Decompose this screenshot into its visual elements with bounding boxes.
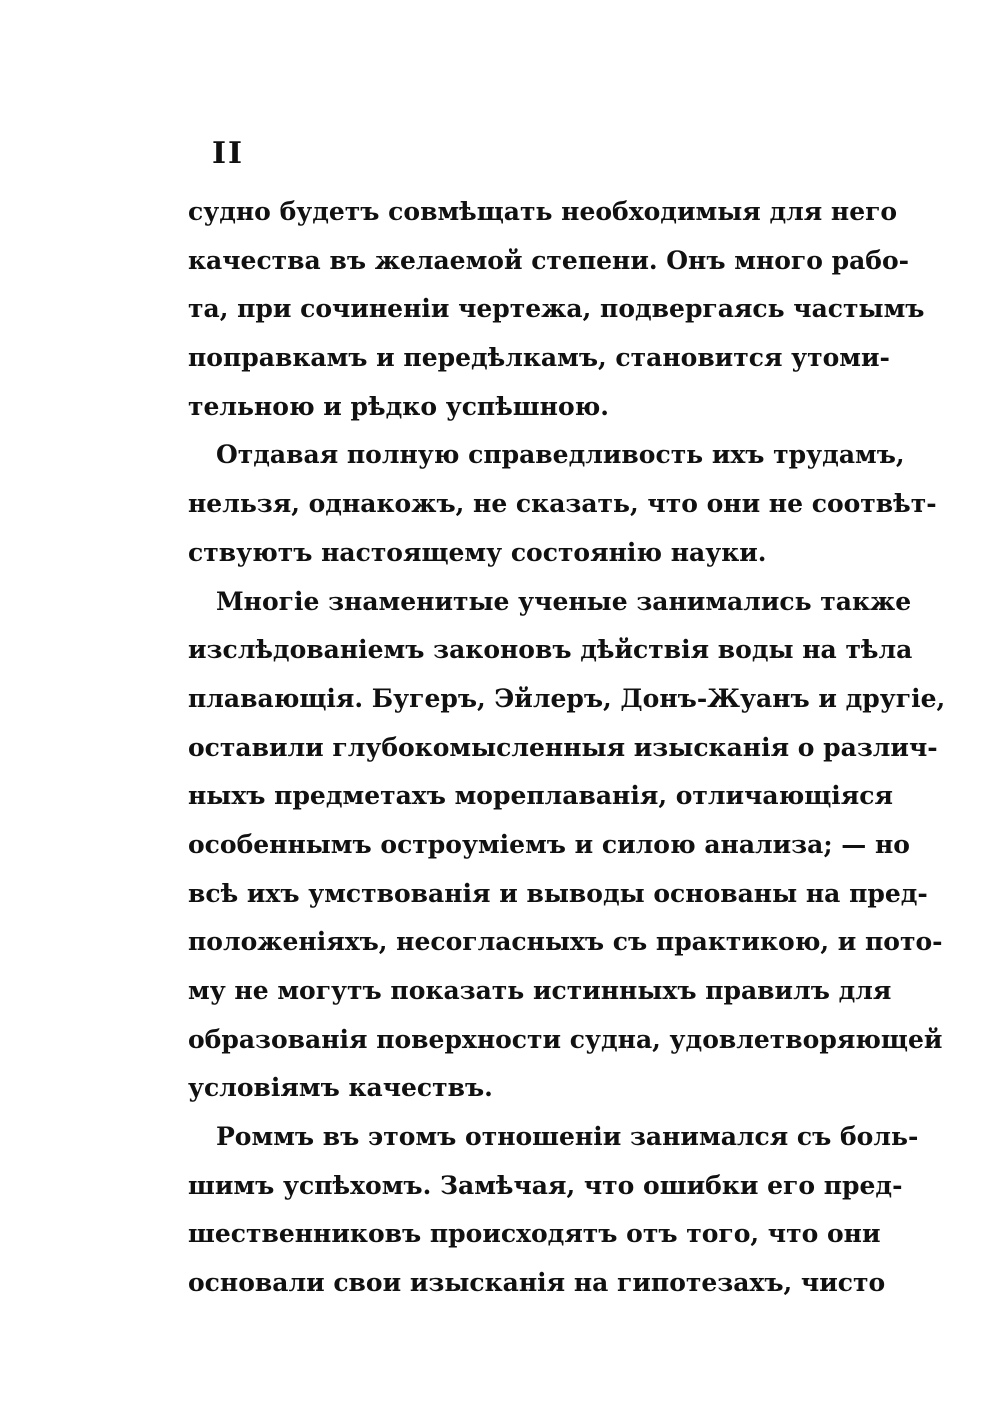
body-text [188, 188, 946, 1308]
text-line: всѣ ихъ умствованія и выводы основаны на пред- [188, 878, 928, 908]
text-line: шественниковъ происходятъ отъ того, что они [188, 1219, 881, 1249]
text-line: условіямъ качествъ. [188, 1073, 493, 1103]
paragraph [188, 578, 946, 1114]
text-line: качества въ желаемой степени. Онъ много рабо- [188, 245, 910, 275]
text-line: шимъ успѣхомъ. Замѣчая, что ошибки его пред- [188, 1170, 903, 1200]
paragraph [188, 1113, 919, 1308]
text-line: особеннымъ остроуміемъ и силою анализа; — но [188, 829, 910, 859]
text-line: основали свои изысканія на гипотезахъ, чисто [188, 1268, 886, 1298]
text-line: та, при сочиненіи чертежа, подвергаясь частымъ [188, 294, 925, 324]
text-line: поправкамъ и передѣлкамъ, становится утоми- [188, 343, 890, 373]
text-line: судно будетъ совмѣщать необходимыя для него [188, 197, 898, 226]
text-line: положеніяхъ, несогласныхъ съ практикою, и пото- [188, 927, 943, 957]
text-line: нельзя, однакожъ, не сказать, что они не соотвѣт- [188, 489, 937, 519]
text-line: Роммъ въ этомъ отношеніи занимался съ боль- [216, 1122, 919, 1152]
paragraph [188, 188, 925, 431]
text-line: плавающія. Бугеръ, Эйлеръ, Донъ-Жуанъ и другіе, [188, 683, 946, 713]
text-line: оставили глубокомысленныя изысканія о различ- [188, 732, 938, 762]
paragraph [188, 431, 937, 577]
page-number: II [212, 136, 245, 171]
text-line: ствуютъ настоящему состоянію науки. [188, 537, 767, 567]
text-line: му не могутъ показать истинныхъ правилъ для [188, 976, 892, 1005]
text-line: образованія поверхности судна, удовлетворяющей [188, 1024, 943, 1054]
text-line: ныхъ предметахъ мореплаванія, отличающіяся [188, 781, 893, 811]
text-line: изслѣдованіемъ законовъ дѣйствія воды на тѣла [188, 635, 913, 665]
text-line: тельною и рѣдко успѣшною. [188, 391, 609, 421]
text-line: Отдавая полную справедливость ихъ трудамъ, [216, 440, 905, 470]
text-line: Многіе знаменитые ученые занимались также [216, 586, 912, 616]
